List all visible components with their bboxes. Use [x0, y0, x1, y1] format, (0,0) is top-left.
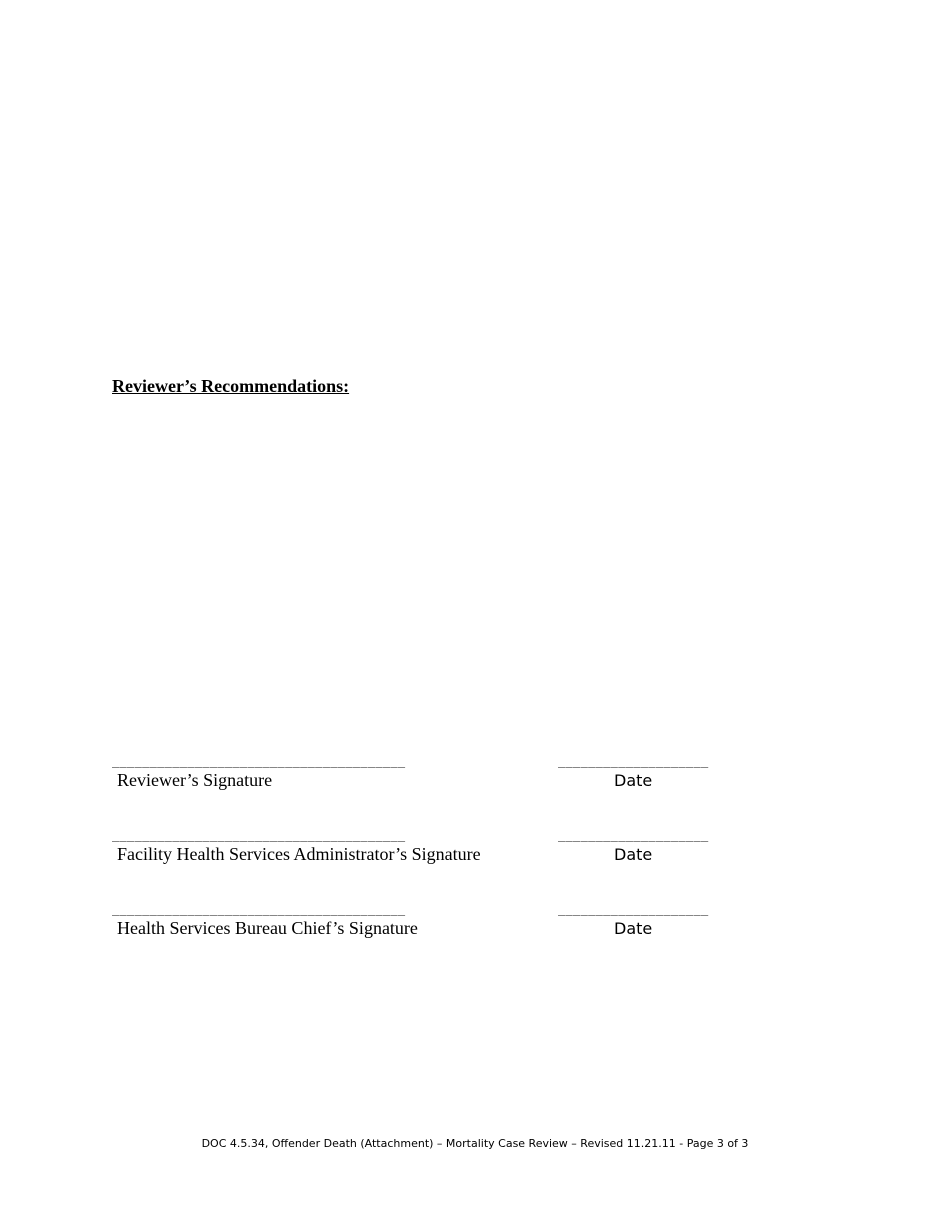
reviewer-signature-label: Reviewer’s Signature — [117, 770, 273, 790]
bureau-chief-date-label: Date — [614, 919, 653, 938]
page-footer: DOC 4.5.34, Offender Death (Attachment) – Mortality Case Review – Revised 11.21.11 - Page 3 of 3 — [201, 1137, 749, 1150]
administrator-signature-line: _______________________________________ — [112, 828, 406, 842]
reviewer-signature-line: _______________________________________ — [112, 754, 406, 768]
reviewer-date-line: ____________________ — [558, 754, 709, 768]
section-heading-reviewers-recommendations: Reviewer’s Recommendations: — [112, 376, 350, 396]
bureau-chief-signature-line: _______________________________________ — [112, 902, 406, 916]
bureau-chief-date-line: ____________________ — [558, 902, 709, 916]
reviewer-date-label: Date — [614, 771, 653, 790]
administrator-signature-label: Facility Health Services Administrator’s Signature — [117, 844, 481, 864]
administrator-date-line: ____________________ — [558, 828, 709, 842]
administrator-date-label: Date — [614, 845, 653, 864]
bureau-chief-signature-label: Health Services Bureau Chief’s Signature — [117, 918, 418, 938]
